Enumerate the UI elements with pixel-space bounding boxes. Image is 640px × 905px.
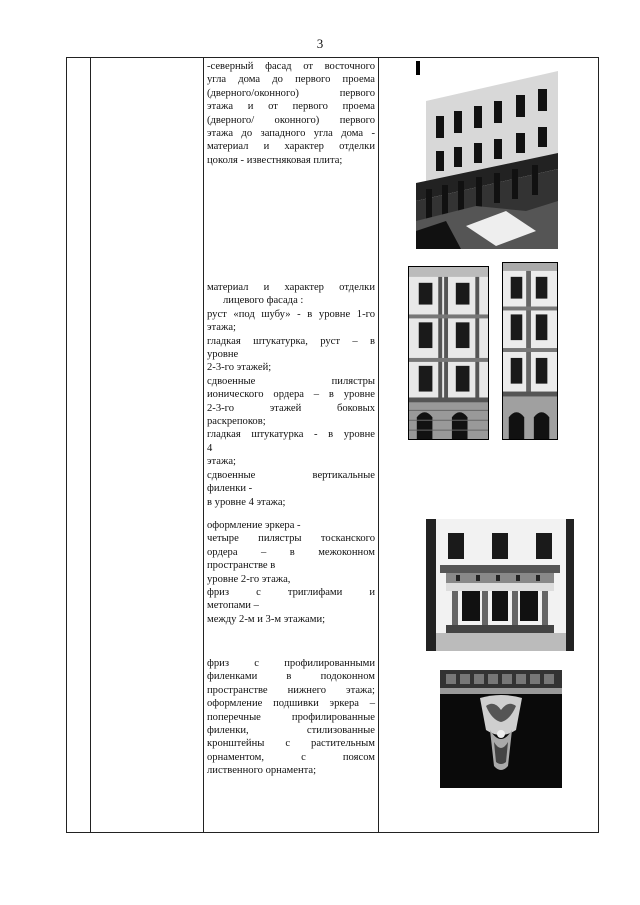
- text-line: руст «под шубу» - в уровне 1-го: [207, 308, 375, 320]
- row-1-description: [207, 60, 375, 167]
- page-number: 3: [316, 36, 324, 51]
- text-line: материал и характер отделки: [207, 141, 375, 153]
- row-3-description: [207, 519, 375, 626]
- text-line: лиственного орнамента;: [207, 765, 317, 777]
- text-line: этажа;: [207, 456, 236, 468]
- main-facade-photo-left: [408, 266, 489, 440]
- text-line: филенки -: [207, 483, 253, 495]
- text-line: (дверного/оконного) первого: [207, 87, 375, 99]
- text-line: пространстве нижнего этажа;: [207, 684, 375, 696]
- text-line: раскрепоков;: [207, 416, 266, 428]
- text-line: уровне 2-го этажа,: [207, 573, 291, 585]
- text-line: четыре пилястры тосканского: [207, 533, 375, 545]
- text-line: 4: [207, 442, 213, 454]
- text-line: пространстве в: [207, 560, 276, 572]
- text-line: материал и характер отделки: [207, 282, 375, 293]
- text-line: орнаментом, с поясом: [207, 751, 375, 763]
- text-line: сдвоенные пилястры: [207, 375, 375, 387]
- text-line: гладкая штукатурка - в уровне: [207, 429, 375, 441]
- column-divider: [90, 57, 91, 833]
- text-line: поперечные профилированные: [207, 711, 375, 723]
- text-line: -северный фасад от восточного: [207, 61, 375, 72]
- text-line: метопами –: [207, 600, 259, 612]
- text-line: кронштейны с растительным: [207, 738, 375, 750]
- text-line: цоколя - известняковая плита;: [207, 154, 343, 166]
- text-line: в уровне 4 этажа;: [207, 496, 286, 508]
- text-line: уровне: [207, 349, 239, 361]
- text-line: сдвоенные вертикальные: [207, 469, 375, 481]
- column-divider: [378, 57, 379, 833]
- column-divider: [203, 57, 204, 833]
- row-2-description: [207, 281, 375, 509]
- text-line: между 2-м и 3-м этажами;: [207, 613, 326, 625]
- text-line: (дверного/ оконного) первого: [207, 114, 375, 126]
- text-line: фриз с профилированными: [207, 658, 375, 669]
- text-line: этажа до западного угла дома -: [207, 128, 375, 140]
- text-line: фриз с триглифами и: [207, 587, 375, 599]
- text-line: гладкая штукатурка, руст – в: [207, 335, 375, 347]
- text-line: 2-3-го этажей боковых: [207, 402, 375, 414]
- text-line: ионического ордера – в уровне: [207, 389, 375, 401]
- text-line: угла дома до первого проема: [207, 74, 375, 86]
- text-line: лицевого фасада :: [223, 295, 304, 307]
- text-line: оформление эркера -: [207, 520, 301, 531]
- text-line: филенками в подоконном: [207, 671, 375, 683]
- text-line: 2-3-го этажей;: [207, 362, 272, 374]
- row-4-description: [207, 657, 375, 778]
- north-facade-plinth-photo: [416, 61, 558, 249]
- text-line: ордера – в межоконном: [207, 546, 375, 558]
- text-line: филенки, стилизованные: [207, 725, 375, 737]
- text-line: этажа;: [207, 322, 236, 334]
- main-facade-photo-right: [502, 262, 558, 440]
- text-line: этажа и от первого проема: [207, 101, 375, 113]
- text-line: оформление подшивки эркера –: [207, 698, 375, 710]
- bay-window-photo: [426, 519, 574, 651]
- bay-window-soffit-photo: [440, 670, 562, 788]
